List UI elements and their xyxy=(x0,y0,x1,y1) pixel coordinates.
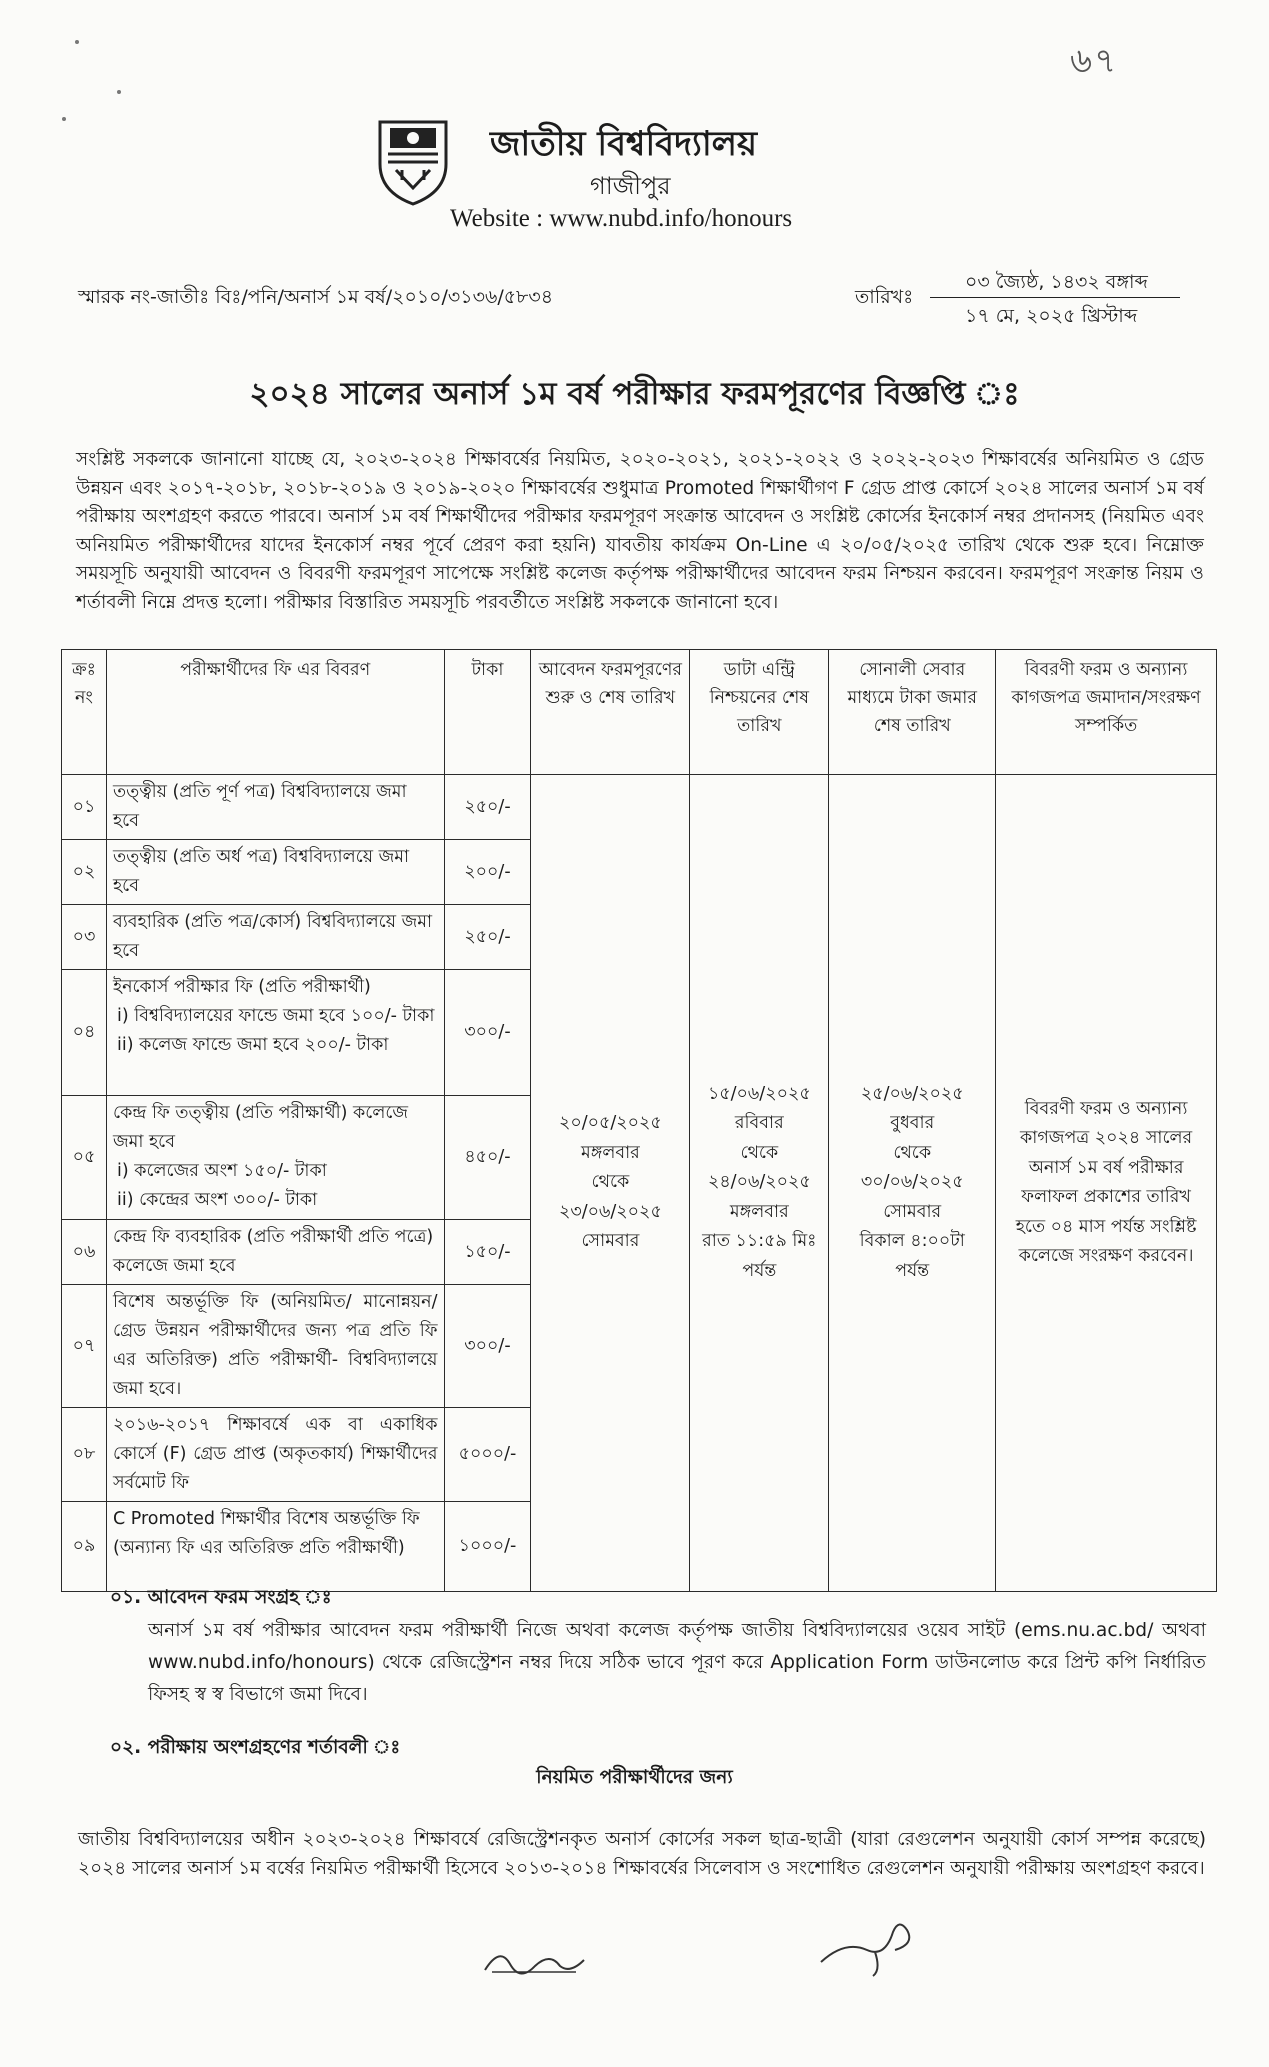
sonali-date-end: ৩০/০৬/২০২৫ xyxy=(860,1172,964,1193)
row-serial: ০৯ xyxy=(62,1502,107,1592)
row-desc-text: কেন্দ্র ফি ব্যবহারিক (প্রতি পরীক্ষার্থী প্রতি পত্রে) কলেজে জমা হবে xyxy=(112,1227,434,1276)
data-entry-from: থেকে xyxy=(740,1142,779,1163)
section1-title: ০১. আবেদন ফরম সংগ্রহ ঃ xyxy=(110,1587,332,1608)
documents-note-cell: বিবরণী ফরম ও অন্যান্য কাগজপত্র ২০২৪ সালের অনার্স ১ম বর্ষ পরীক্ষার ফলাফল প্রকাশের তারিখ হতে ০৪ মাস পর্যন্ত সংশ্লিষ্ট কলেজে সংরক্ষণ করবেন। xyxy=(996,775,1217,1592)
row-serial: ০২ xyxy=(62,840,107,905)
row-desc-text: তত্ত্বীয় (প্রতি অর্ধ পত্র) বিশ্ববিদ্যালয়ে জমা হবে xyxy=(112,847,410,896)
page-number: ৬৭ xyxy=(1070,41,1119,81)
date-label: তারিখঃ xyxy=(855,286,914,308)
header-apply-dates: আবেদন ফরমপূরণের শুরু ও শেষ তারিখ xyxy=(531,650,690,775)
row-desc-text: কেন্দ্র ফি তত্ত্বীয় (প্রতি পরীক্ষার্থী) কলেজে জমা হবে xyxy=(112,1103,409,1152)
row-serial: ০৩ xyxy=(62,905,107,970)
section2-subtitle: নিয়মিত পরীক্ষার্থীদের জন্য xyxy=(536,1767,733,1788)
row-amount: ২৫০/- xyxy=(444,905,531,970)
apply-day-start: মঙ্গলবার xyxy=(581,1142,640,1163)
row-description xyxy=(106,1220,444,1285)
row-desc-text: ইনকোর্স পরীক্ষার ফি (প্রতি পরীক্ষার্থী) xyxy=(112,977,371,997)
data-entry-cell xyxy=(690,775,829,1592)
apply-date-start: ২০/০৫/২০২৫ xyxy=(559,1113,662,1134)
row-amount: ১৫০/- xyxy=(444,1220,531,1285)
row-description xyxy=(106,1096,444,1220)
header-description: পরীক্ষার্থীদের ফি এর বিবরণ xyxy=(106,650,444,775)
memo-reference: স্মারক নং-জাতীঃ বিঃ/পনি/অনার্স ১ম বর্ষ/২০১০/৩১৩৬/৫৮৩৪ xyxy=(78,286,554,308)
row-desc-text: ব্যবহারিক (প্রতি পত্র/কোর্স) বিশ্ববিদ্যালয়ে জমা হবে xyxy=(112,912,433,961)
website-line: Website : www.nubd.info/honours xyxy=(450,205,793,232)
row-serial: ০৬ xyxy=(62,1220,107,1285)
header-amount: টাকা xyxy=(444,650,531,775)
sonali-payment-cell xyxy=(829,775,996,1592)
row-desc-sub2: ii) কলেজ ফান্ডে জমা হবে ২০০/- টাকা xyxy=(116,1035,389,1055)
row-desc-sub1: i) কলেজের অংশ ১৫০/- টাকা xyxy=(116,1161,327,1181)
row-serial: ০৮ xyxy=(62,1408,107,1502)
row-amount: ৩০০/- xyxy=(444,1285,531,1408)
row-desc-text: তত্ত্বীয় (প্রতি পূর্ণ পত্র) বিশ্ববিদ্যালয়ে জমা হবে xyxy=(112,782,407,831)
scan-speck xyxy=(75,40,79,44)
signature-official xyxy=(815,1910,925,1980)
apply-day-end: সোমবার xyxy=(581,1231,640,1252)
organization-name: জাতীয় বিশ্ববিদ্যালয় xyxy=(490,124,758,164)
row-desc-text: ২০১৬-২০১৭ শিক্ষাবর্ষে এক বা একাধিক কোর্সে (F) গ্রেড প্রাপ্ত (অকৃতকার্য) শিক্ষার্থীদের সর্বমোট ফি xyxy=(112,1415,438,1493)
section2-body: জাতীয় বিশ্ববিদ্যালয়ের অধীন ২০২৩-২০২৪ শিক্ষাবর্ষে রেজিস্ট্রেশনকৃত অনার্স কোর্সের সকল ছাত্র-ছাত্রী (যারা রেগুলেশন অনুযায়ী কোর্স সম্পন্ন করেছে) ২০২৪ সালের অনার্স ১ম বর্ষের নিয়মিত পরীক্ষার্থী হিসেবে ২০১৩-২০১৪ শিক্ষাবর্ষের সিলেবাস ও সংশোধিত রেগুলেশন অনুযায়ী পরীক্ষায় অংশগ্রহণ করবে। xyxy=(78,1829,1206,1879)
row-desc-sub1: i) বিশ্ববিদ্যালয়ের ফান্ডে জমা হবে ১০০/- টাকা xyxy=(116,1006,435,1026)
row-amount: ৪৫০/- xyxy=(444,1096,531,1220)
row-description xyxy=(106,775,444,840)
header-serial: ক্রঃ নং xyxy=(62,650,107,775)
sonali-day-end: সোমবার xyxy=(883,1201,942,1222)
row-desc-text: বিশেষ অন্তর্ভূক্তি ফি (অনিয়মিত/ মানোন্নয়ন/ গ্রেড উন্নয়ন পরীক্ষার্থীদের জন্য পত্র প্রতি ফি এর অতিরিক্ত) প্রতি পরীক্ষার্থী- বিশ্ববিদ্যালয়ে জমা হবে। xyxy=(112,1292,438,1399)
row-serial: ০৫ xyxy=(62,1096,107,1220)
date-bangla: ০৩ জ্যৈষ্ঠ, ১৪৩২ বঙ্গাব্দ xyxy=(965,271,1148,293)
row-desc-sub1: (অন্যান্য ফি এর অতিরিক্ত প্রতি পরীক্ষার্থী) xyxy=(112,1538,405,1558)
row-amount: ১০০০/- xyxy=(444,1502,531,1592)
row-description xyxy=(106,905,444,970)
data-entry-day-start: রবিবার xyxy=(734,1113,784,1134)
row-description xyxy=(106,840,444,905)
row-amount: ৩০০/- xyxy=(444,970,531,1096)
date-divider xyxy=(930,297,1180,298)
apply-from: থেকে xyxy=(591,1172,630,1193)
sonali-from: থেকে xyxy=(893,1142,932,1163)
scan-speck xyxy=(62,117,66,121)
scan-speck xyxy=(117,90,121,94)
row-desc-sub2: ii) কেন্দ্রের অংশ ৩০০/- টাকা xyxy=(116,1190,318,1210)
signature-initial xyxy=(480,1942,590,1982)
row-serial: ০৪ xyxy=(62,970,107,1096)
row-serial: ০১ xyxy=(62,775,107,840)
header-data-entry: ডাটা এন্ট্রি নিশ্চয়নের শেষ তারিখ xyxy=(690,650,829,775)
row-amount: ৫০০০/- xyxy=(444,1408,531,1502)
header-sonali-payment: সোনালী সেবার মাধ্যমে টাকা জমার শেষ তারিখ xyxy=(829,650,996,775)
data-entry-time: রাত ১১:৫৯ মিঃ xyxy=(702,1231,817,1252)
date-english: ১৭ মে, ২০২৫ খ্রিস্টাব্দ xyxy=(965,305,1138,327)
row-serial: ০৭ xyxy=(62,1285,107,1408)
section1-body: অনার্স ১ম বর্ষ পরীক্ষার আবেদন ফরম পরীক্ষার্থী নিজে অথবা কলেজ কর্তৃপক্ষ জাতীয় বিশ্ববিদ্যালয়ের ওয়েব সাইট (ems.nu.ac.bd/ অথবা www.nubd.info/honours) থেকে রেজিস্ট্রেশন নম্বর দিয়ে সঠিক ভাবে পূরণ করে Application Form ডাউনলোড করে প্রিন্ট কপি নির্ধারিত ফিসহ স্ব স্ব বিভাগে জমা দিবে। xyxy=(148,1620,1206,1705)
table-header-row xyxy=(62,650,1217,775)
sonali-day-start: বুধবার xyxy=(890,1113,935,1134)
sonali-time: বিকাল ৪:০০টা xyxy=(859,1231,965,1252)
table-row xyxy=(62,775,1217,840)
data-entry-day-end: মঙ্গলবার xyxy=(729,1201,789,1222)
row-description xyxy=(106,1502,444,1592)
row-description xyxy=(106,1285,444,1408)
sonali-date-start: ২৫/০৬/২০২৫ xyxy=(860,1083,964,1104)
section2-title: ০২. পরীক্ষায় অংশগ্রহণের শর্তাবলী ঃ xyxy=(110,1737,401,1758)
row-amount: ২৫০/- xyxy=(444,775,531,840)
data-entry-until: পর্যন্ত xyxy=(742,1260,777,1281)
apply-date-end: ২৩/০৬/২০২৫ xyxy=(559,1201,662,1222)
data-entry-date-end: ২৪/০৬/২০২৫ xyxy=(707,1172,811,1193)
header-documents: বিবরণী ফরম ও অন্যান্য কাগজপত্র জমাদান/সংরক্ষণ সম্পর্কিত xyxy=(996,650,1217,775)
organization-city: গাজীপুর xyxy=(590,172,671,200)
row-description xyxy=(106,970,444,1096)
fee-schedule-table xyxy=(61,649,1217,1592)
row-amount: ২০০/- xyxy=(444,840,531,905)
data-entry-date-start: ১৫/০৬/২০২৫ xyxy=(707,1083,811,1104)
notice-headline: ২০২৪ সালের অনার্স ১ম বর্ষ পরীক্ষার ফরমপূরণের বিজ্ঞপ্তি ঃ xyxy=(249,376,1020,412)
row-description xyxy=(106,1408,444,1502)
intro-paragraph: সংশ্লিষ্ট সকলকে জানানো যাচ্ছে যে, ২০২৩-২০২৪ শিক্ষাবর্ষের নিয়মিত, ২০২০-২০২১, ২০২১-২০২২ ও ২০২২-২০২৩ শিক্ষাবর্ষের অনিয়মিত ও গ্রেড উন্নয়ন এবং ২০১৭-২০১৮, ২০১৮-২০১৯ ও ২০১৯-২০২০ শিক্ষাবর্ষের শুধুমাত্র Promoted শিক্ষার্থীগণ F গ্রেড প্রাপ্ত কোর্সে ২০২৪ সালের অনার্স ১ম বর্ষ পরীক্ষায় অংশগ্রহণ করতে পারবে। অনার্স ১ম বর্ষ শিক্ষার্থীদের পরীক্ষার ফরমপূরণ সংক্রান্ত আবেদন ও সংশ্লিষ্ট কোর্সের ইনকোর্স নম্বর প্রদানসহ (নিয়মিত এবং অনিয়মিত পরীক্ষার্থীদের যাদের ইনকোর্স নম্বর পূর্বে প্রেরণ করা হয়নি) যাবতীয় কার্যক্রম On-Line এ ২০/০৫/২০২৫ তারিখ থেকে শুরু হবে। নিম্নোক্ত সময়সূচি অনুযায়ী আবেদন ও বিবরণী ফরমপূরণ সাপেক্ষে সংশ্লিষ্ট কলেজ কর্তৃপক্ষ পরীক্ষার্থীদের আবেদন ফরম নিশ্চয়ন করবেন। ফরমপূরণ সংক্রান্ত নিয়ম ও শর্তাবলী নিম্নে প্রদত্ত হলো। পরীক্ষার বিস্তারিত সময়সূচি পরবর্তীতে সংশ্লিষ্ট সকলকে জানানো হবে। xyxy=(76,449,1204,613)
apply-dates-cell xyxy=(531,775,690,1592)
university-logo-icon xyxy=(372,114,454,206)
row-desc-text: C Promoted শিক্ষার্থীর বিশেষ অন্তর্ভূক্তি ফি xyxy=(112,1509,420,1529)
sonali-until: পর্যন্ত xyxy=(895,1260,930,1281)
